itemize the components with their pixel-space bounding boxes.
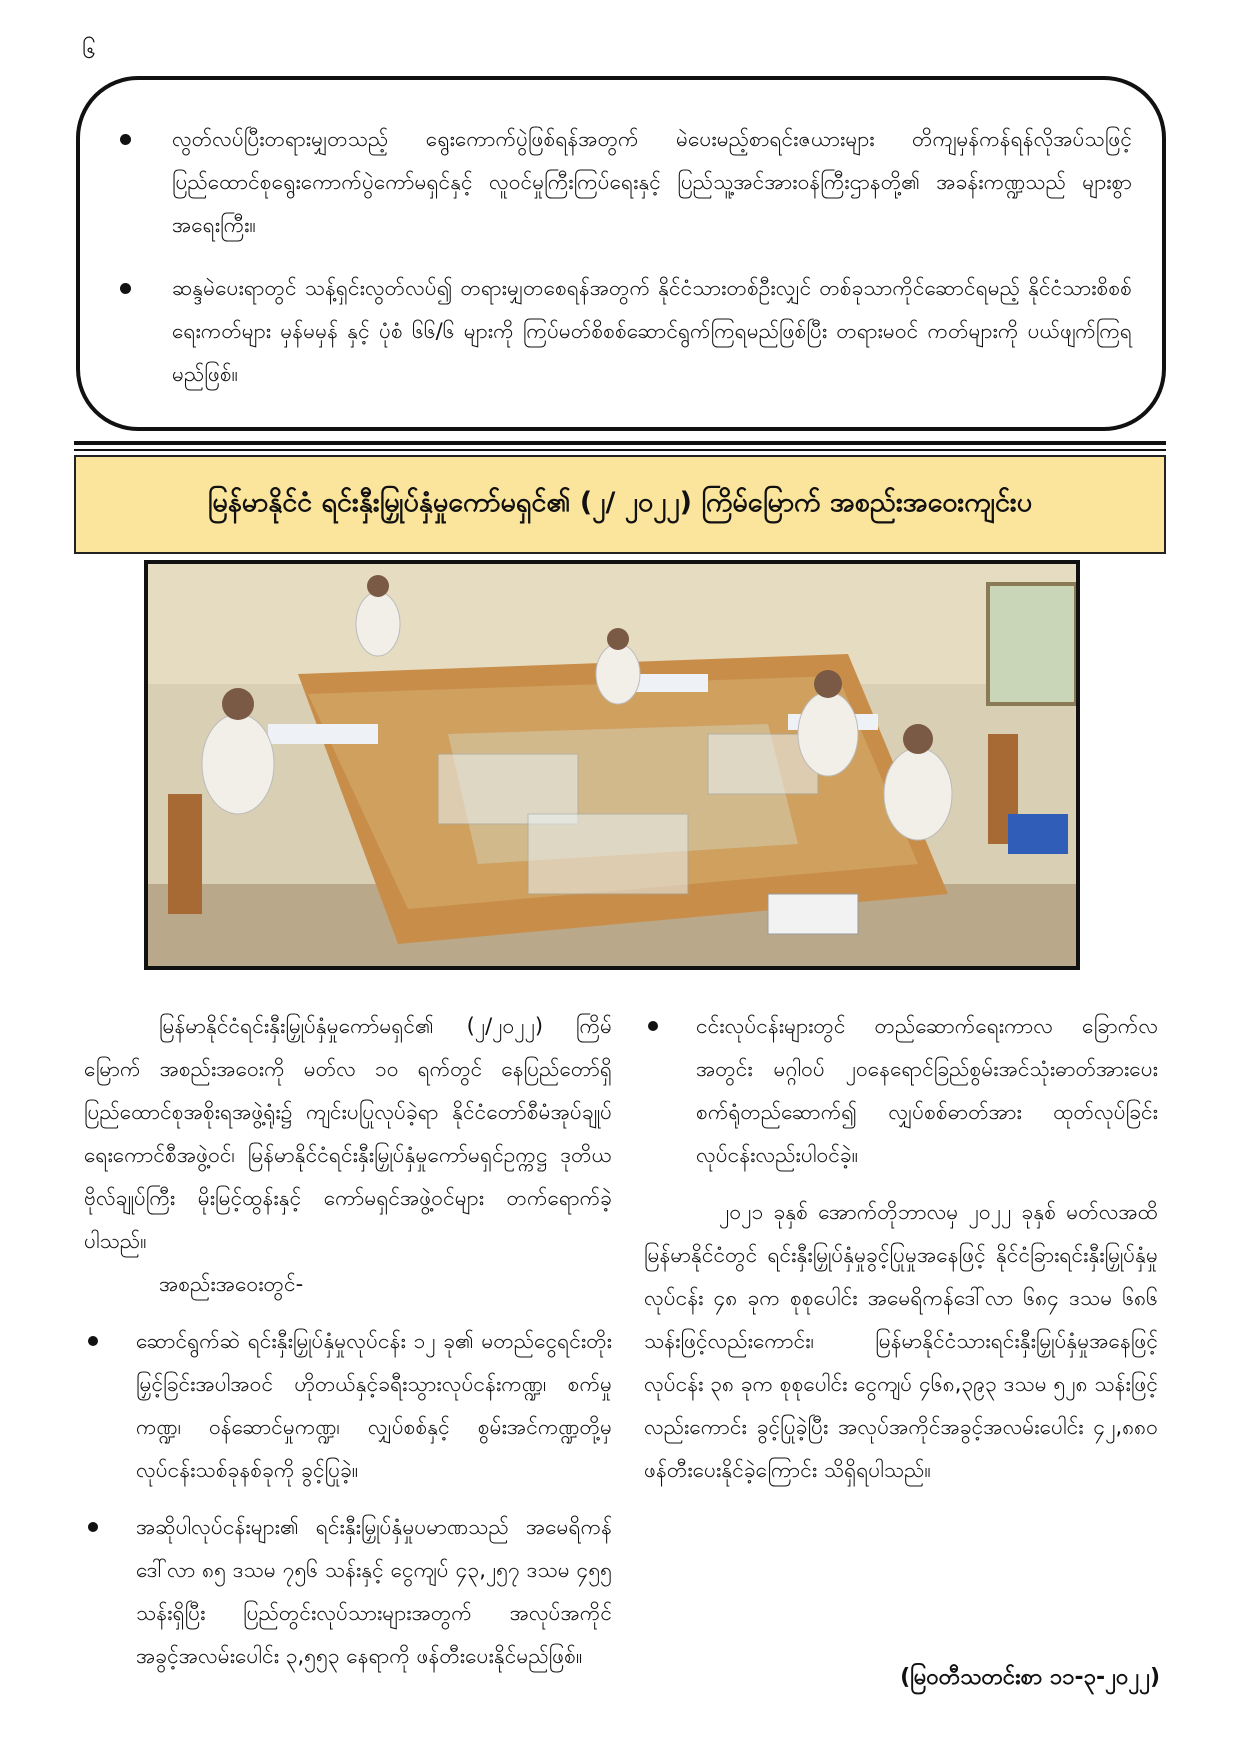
highlight-bullet-text: လွတ်လပ်ပြီးတရားမျှတသည့် ရွေးကောက်ပွဲဖြစ်ရန်အတွက် မဲပေးမည့်စာရင်းဇယားများ တိကျမှန်ကန်ရန်လိုအပ်သဖြင့် ပြည်ထောင်စုရွေးကောက်ပွဲကော်မရှင်နှင့် လူဝင်မှုကြီးကြပ်ရေးနှင့် ပြည်သူ့အင်အားဝန်ကြီးဌာနတို့၏ အခန်းကဏ္ဍသည် များစွာအရေးကြီး။ [172, 127, 1132, 237]
article-bullet [644, 1005, 1158, 1177]
bullet-dot-icon [88, 1336, 98, 1346]
divider-thick [74, 441, 1166, 445]
bullet-dot-icon [648, 1021, 658, 1031]
article-column-left [84, 1005, 612, 1678]
bullet-dot-icon [120, 134, 131, 145]
meeting-photo [144, 560, 1080, 970]
article-bullet-text: ဆောင်ရွက်ဆဲ ရင်းနှီးမြှုပ်နှံမှုလုပ်ငန်း ၁၂ ခု၏ မတည်ငွေရင်းတိုးမြှင့်ခြင်းအပါအဝင် ဟိုတယ်နှင့်ခရီးသွားလုပ်ငန်းကဏ္ဍ၊ စက်မှုကဏ္ဍ၊ ဝန်ဆောင်မှုကဏ္ဍ၊ လျှပ်စစ်နှင့် စွမ်းအင်ကဏ္ဍတို့မှ လုပ်ငန်းသစ်ခုနစ်ခုကို ခွင့်ပြုခဲ့။ [136, 1329, 612, 1482]
article-closing: ၂၀၂၁ ခုနှစ် အောက်တိုဘာလမှ ၂၀၂၂ ခုနှစ် မတ်လအထိ မြန်မာနိုင်ငံတွင် ရင်းနှီးမြှုပ်နှံမှုခွင့်ပြုမှုအနေဖြင့် နိုင်ငံခြားရင်းနှီးမြှုပ်နှံမှုလုပ်ငန်း ၄၈ ခုက စုစုပေါင်း အမေရိကန်ဒေါ်လာ ၆၈၄ ဒသမ ၆၈၆ သန်းဖြင့်လည်းကောင်း၊ မြန်မာနိုင်ငံသားရင်းနှီးမြှုပ်နှံမှုအနေဖြင့် လုပ်ငန်း ၃၈ ခုက စုစုပေါင်း ငွေကျပ် ၄၆၈,၃၉၃ ဒသမ ၅၂၈ သန်းဖြင့်လည်းကောင်း ခွင့်ပြုခဲ့ပြီး အလုပ်အကိုင်အခွင့်အလမ်းပေါင်း ၄၂,၈၈၀ ဖန်တီးပေးနိုင်ခဲ့ကြောင်း သိရှိရပါသည်။ [644, 1200, 1158, 1482]
highlight-bullet [120, 267, 1132, 396]
meeting-photo-illustration [148, 564, 1076, 966]
article-bullet [84, 1506, 612, 1678]
bullet-dot-icon [120, 283, 131, 294]
page-number: ၆ [82, 36, 96, 64]
article-bullet [84, 1320, 612, 1492]
bullet-dot-icon [88, 1522, 98, 1532]
article-column-right [644, 1005, 1158, 1492]
article-title: မြန်မာနိုင်ငံ ရင်းနှီးမြှုပ်နှံမှုကော်မရှင်၏ (၂/ ၂၀၂၂) ကြိမ်မြောက် အစည်းအဝေးကျင်းပ [74, 455, 1166, 554]
article-source: (မြဝတီသတင်းစာ ၁၁-၃-၂၀၂၂) [900, 1665, 1160, 1690]
highlight-bullet [120, 118, 1132, 247]
article-bullet-text: အဆိုပါလုပ်ငန်းများ၏ ရင်းနှီးမြှုပ်နှံမှုပမာဏသည် အမေရိကန်ဒေါ်လာ ၈၅ ဒသမ ၇၅၆ သန်းနှင့် ငွေကျပ် ၄၃,၂၅၇ ဒသမ ၄၅၅ သန်းရှိပြီး ပြည်တွင်းလုပ်သားများအတွက် အလုပ်အကိုင်အခွင့်အလမ်းပေါင်း ၃,၅၅၃ နေရာကို ဖန်တီးပေးနိုင်မည်ဖြစ်။ [136, 1515, 612, 1668]
article-bullet-text: ငင်းလုပ်ငန်းများတွင် တည်ဆောက်ရေးကာလ ခြောက်လအတွင်း မဂ္ဂါဝပ် ၂၀နေရောင်ခြည်စွမ်းအင်သုံးဓာတ်အားပေးစက်ရုံတည်ဆောက်၍ လျှပ်စစ်ဓာတ်အား ထုတ်လုပ်ခြင်းလုပ်ငန်းလည်းပါဝင်ခဲ့။ [696, 1014, 1158, 1167]
divider-thin [74, 449, 1166, 451]
article-subhead: အစည်းအဝေးတွင်- [159, 1272, 304, 1296]
article-lead: မြန်မာနိုင်ငံရင်းနှီးမြှုပ်နှံမှုကော်မရှင်၏ (၂/၂၀၂၂) ကြိမ်မြောက် အစည်းအဝေးကို မတ်လ ၁၀ ရက်တွင် နေပြည်တော်ရှိ ပြည်ထောင်စုအစိုးရအဖွဲ့ရုံး၌ ကျင်းပပြုလုပ်ခဲ့ရာ နိုင်ငံတော်စီမံအုပ်ချုပ်ရေးကောင်စီအဖွဲ့ဝင်၊ မြန်မာနိုင်ငံရင်းနှီးမြှုပ်နှံမှုကော်မရှင်ဥက္ကဋ္ဌ ဒုတိယဗိုလ်ချုပ်ကြီး မိုးမြင့်ထွန်းနှင့် ကော်မရှင်အဖွဲ့ဝင်များ တက်ရောက်ခဲ့ပါသည်။ [84, 1014, 612, 1253]
highlight-bullet-text: ဆန္ဒမဲပေးရာတွင် သန့်ရှင်းလွတ်လပ်၍ တရားမျှတစေရန်အတွက် နိုင်ငံသားတစ်ဦးလျှင် တစ်ခုသာကိုင်ဆောင်ရမည့် နိုင်ငံသားစိစစ်ရေးကတ်များ မှန်မမှန် နှင့် ပုံစံ ၆၆/၆ များကို ကြပ်မတ်စိစစ်ဆောင်ရွက်ကြရမည်ဖြစ်ပြီး တရားမဝင် ကတ်များကို ပယ်ဖျက်ကြရမည်ဖြစ်။ [172, 276, 1132, 386]
highlight-box [76, 76, 1166, 431]
